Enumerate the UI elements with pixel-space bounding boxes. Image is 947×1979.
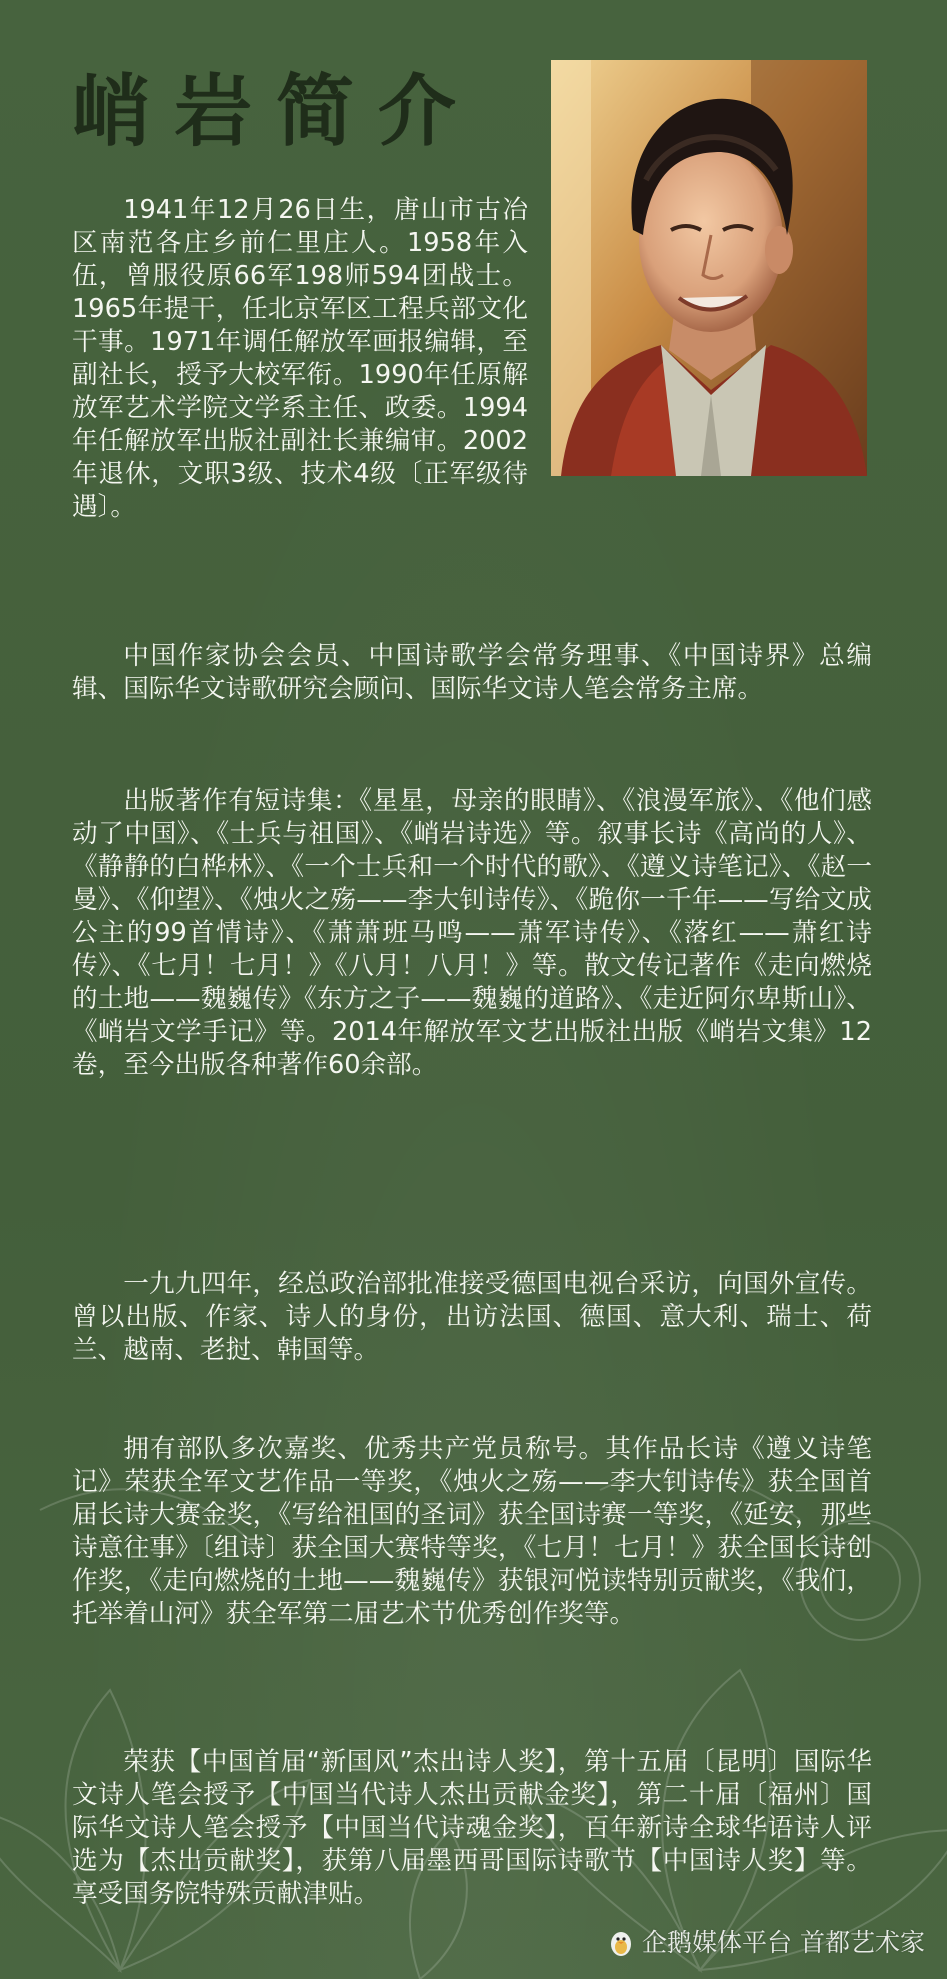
source-watermark	[606, 1926, 925, 1960]
honors-paragraph: 荣获【中国首届“新国风”杰出诗人奖】，第十五届〔昆明〕国际华文诗人笔会授予【中国当代诗人杰出贡献金奖】，第二十届〔福州〕国际华文诗人笔会授予【中国当代诗魂金奖】，百年新诗全球华语诗人评选为【杰出贡献奖】，获第八届墨西哥国际诗歌节【中国诗人奖】等。享受国务院特殊贡献津贴。	[72, 1747, 872, 1909]
publications-paragraph: 出版著作有短诗集：《星星，母亲的眼睛》、《浪漫军旅》、《他们感动了中国》、《士兵与祖国》、《峭岩诗选》等。叙事长诗《高尚的人》、《静静的白桦林》、《一个士兵和一个时代的歌》、《遵义诗笔记》、《赵一曼》、《仰望》、《烛火之殇——李大钊诗传》、《跪你一千年——写给文成公主的99首情诗》、《萧萧班马鸣——萧军诗传》、《落红——萧红诗传》、《七月！七月！》《八月！八月！》等。散文传记著作《走向燃烧的土地——魏巍传》《东方之子——魏巍的道路》、《走近阿尔卑斯山》、《峭岩文学手记》等。2014年解放军文艺出版社出版《峭岩文集》12卷，至今出版各种著作60余部。	[72, 786, 872, 1080]
photo-text-wrap-spacer	[528, 194, 872, 510]
penguin-logo-icon	[606, 1928, 636, 1958]
international-visits-paragraph: 一九九四年，经总政治部批准接受德国电视台采访，向国外宣传。曾以出版、作家、诗人的身份，出访法国、德国、意大利、瑞士、荷兰、越南、老挝、韩国等。	[72, 1269, 872, 1365]
intro-paragraph-birth-career	[72, 194, 872, 524]
memberships-paragraph: 中国作家协会会员、中国诗歌学会常务理事、《中国诗界》总编辑、国际华文诗歌研究会顾问、国际华文诗人笔会常务主席。	[72, 641, 872, 704]
awards-paragraph: 拥有部队多次嘉奖、优秀共产党员称号。其作品长诗《遵义诗笔记》荣获全军文艺作品一等奖，《烛火之殇——李大钊诗传》获全国首届长诗大赛金奖，《写给祖国的圣词》获全国诗赛一等奖，《延安，那些诗意往事》〔组诗〕获全国大赛特等奖，《七月！七月！》获全国长诗创作奖，《走向燃烧的土地——魏巍传》获银河悦读特别贡献奖，《我们，托举着山河》获全军第二届艺术节优秀创作奖等。	[72, 1434, 872, 1629]
page-title: 峭岩简介	[72, 67, 481, 157]
watermark-text: 企鹅媒体平台 首都艺术家	[642, 1928, 925, 1957]
paragraph-text: 1941年12月26日生，唐山市古冶区南范各庄乡前仁里庄人。1958年入伍，曾服役原66军198师594团战士。1965年提干，任北京军区工程兵部文化干事。1971年调任解放军画报编辑，至副社长，授予大校军衔。1990年任原解放军艺术学院文学系主任、政委。1994年任解放军出版社副社长兼编审。2002年退休，文职3级、技术4级〔正军级待遇〕。	[72, 195, 528, 522]
